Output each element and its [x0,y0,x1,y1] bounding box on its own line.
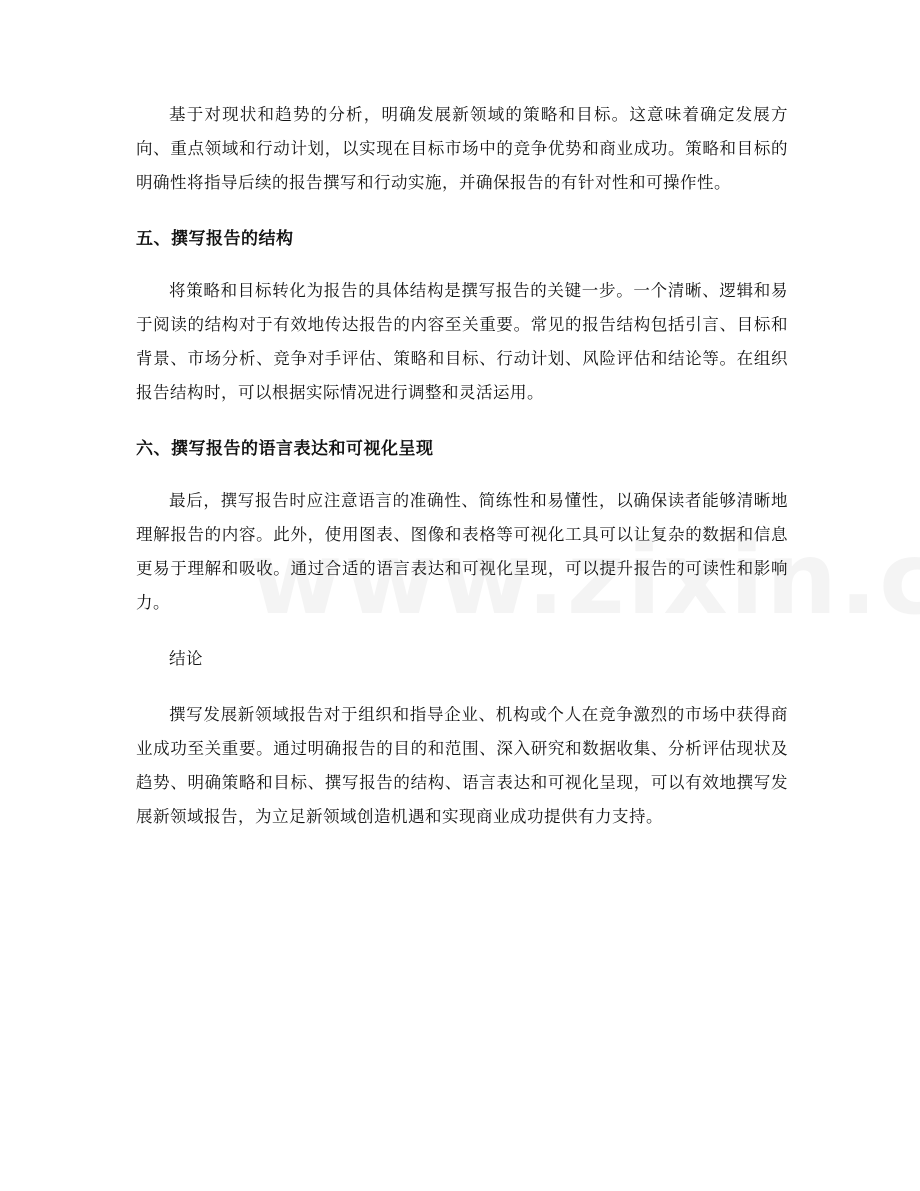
paragraph-intro: 基于对现状和趋势的分析，明确发展新领域的策略和目标。这意味着确定发展方向、重点领域和行动计划，以实现在目标市场中的竞争优势和商业成功。策略和目标的明确性将指导后续的报告撰写和行动实施，并确保报告的有针对性和可操作性。 [136,105,788,192]
document-content [136,98,788,856]
section-6-body: 最后，撰写报告时应注意语言的准确性、简练性和易懂性，以确保读者能够清晰地理解报告的内容。此外，使用图表、图像和表格等可视化工具可以让复杂的数据和信息更易于理解和吸收。通过合适的语言表达和可视化呈现，可以提升报告的可读性和影响力。 [136,491,788,612]
conclusion-label: 结论 [169,649,203,668]
section-6-heading: 六、撰写报告的语言表达和可视化呈现 [136,439,434,459]
conclusion-body: 撰写发展新领域报告对于组织和指导企业、机构或个人在竞争激烈的市场中获得商业成功至关重要。通过明确报告的目的和范围、深入研究和数据收集、分析评估现状及趋势、明确策略和目标、撰写报告的结构、语言表达和可视化呈现，可以有效地撰写发展新领域报告，为立足新领域创造机遇和实现商业成功提供有力支持。 [136,705,788,826]
section-5-heading: 五、撰写报告的结构 [136,229,294,249]
section-5-body: 将策略和目标转化为报告的具体结构是撰写报告的关键一步。一个清晰、逻辑和易于阅读的结构对于有效地传达报告的内容至关重要。常见的报告结构包括引言、目标和背景、市场分析、竞争对手评估、策略和目标、行动计划、风险评估和结论等。在组织报告结构时，可以根据实际情况进行调整和灵活运用。 [136,281,788,402]
